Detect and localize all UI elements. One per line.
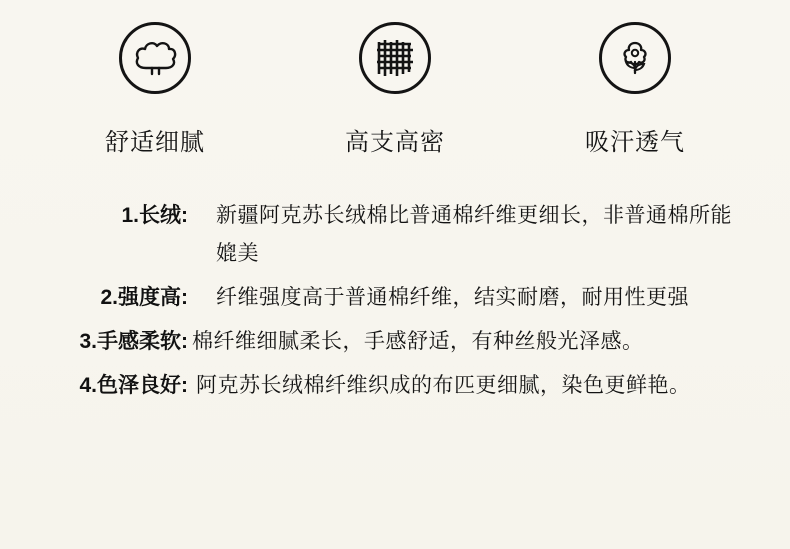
feature-badge (359, 22, 431, 94)
list-item-term: 4.色泽良好: (79, 374, 188, 397)
feature-description-list (0, 197, 790, 405)
feature-breathable (560, 22, 710, 157)
list-item-description: 棉纤维细腻柔长，手感舒适，有种丝般光泽感。 (192, 330, 644, 353)
list-item (64, 279, 738, 317)
feature-label: 吸汗透气 (585, 129, 685, 156)
feature-row (0, 0, 790, 157)
list-item (64, 367, 738, 405)
list-item-term: 3.手感柔软: (79, 330, 188, 353)
list-item (64, 323, 738, 361)
cotton-plant-icon (613, 37, 657, 79)
weave-grid-icon (373, 36, 417, 80)
feature-badge (119, 22, 191, 94)
feature-label: 高支高密 (345, 129, 445, 156)
cloud-cotton-icon (132, 38, 178, 78)
list-item-description: 纤维强度高于普通棉纤维，结实耐磨，耐用性更强 (216, 286, 689, 309)
feature-badge (599, 22, 671, 94)
feature-label: 舒适细腻 (105, 129, 205, 156)
feature-density (320, 22, 470, 157)
list-item-term: 2.强度高: (100, 286, 188, 309)
list-item-term: 1.长绒: (121, 204, 188, 227)
feature-comfort (80, 22, 230, 157)
list-item-description: 新疆阿克苏长绒棉比普通棉纤维更细长，非普通棉所能媲美 (216, 204, 732, 265)
list-item-description: 阿克苏长绒棉纤维织成的布匹更细腻，染色更鲜艳。 (196, 374, 691, 397)
list-item (64, 197, 738, 273)
